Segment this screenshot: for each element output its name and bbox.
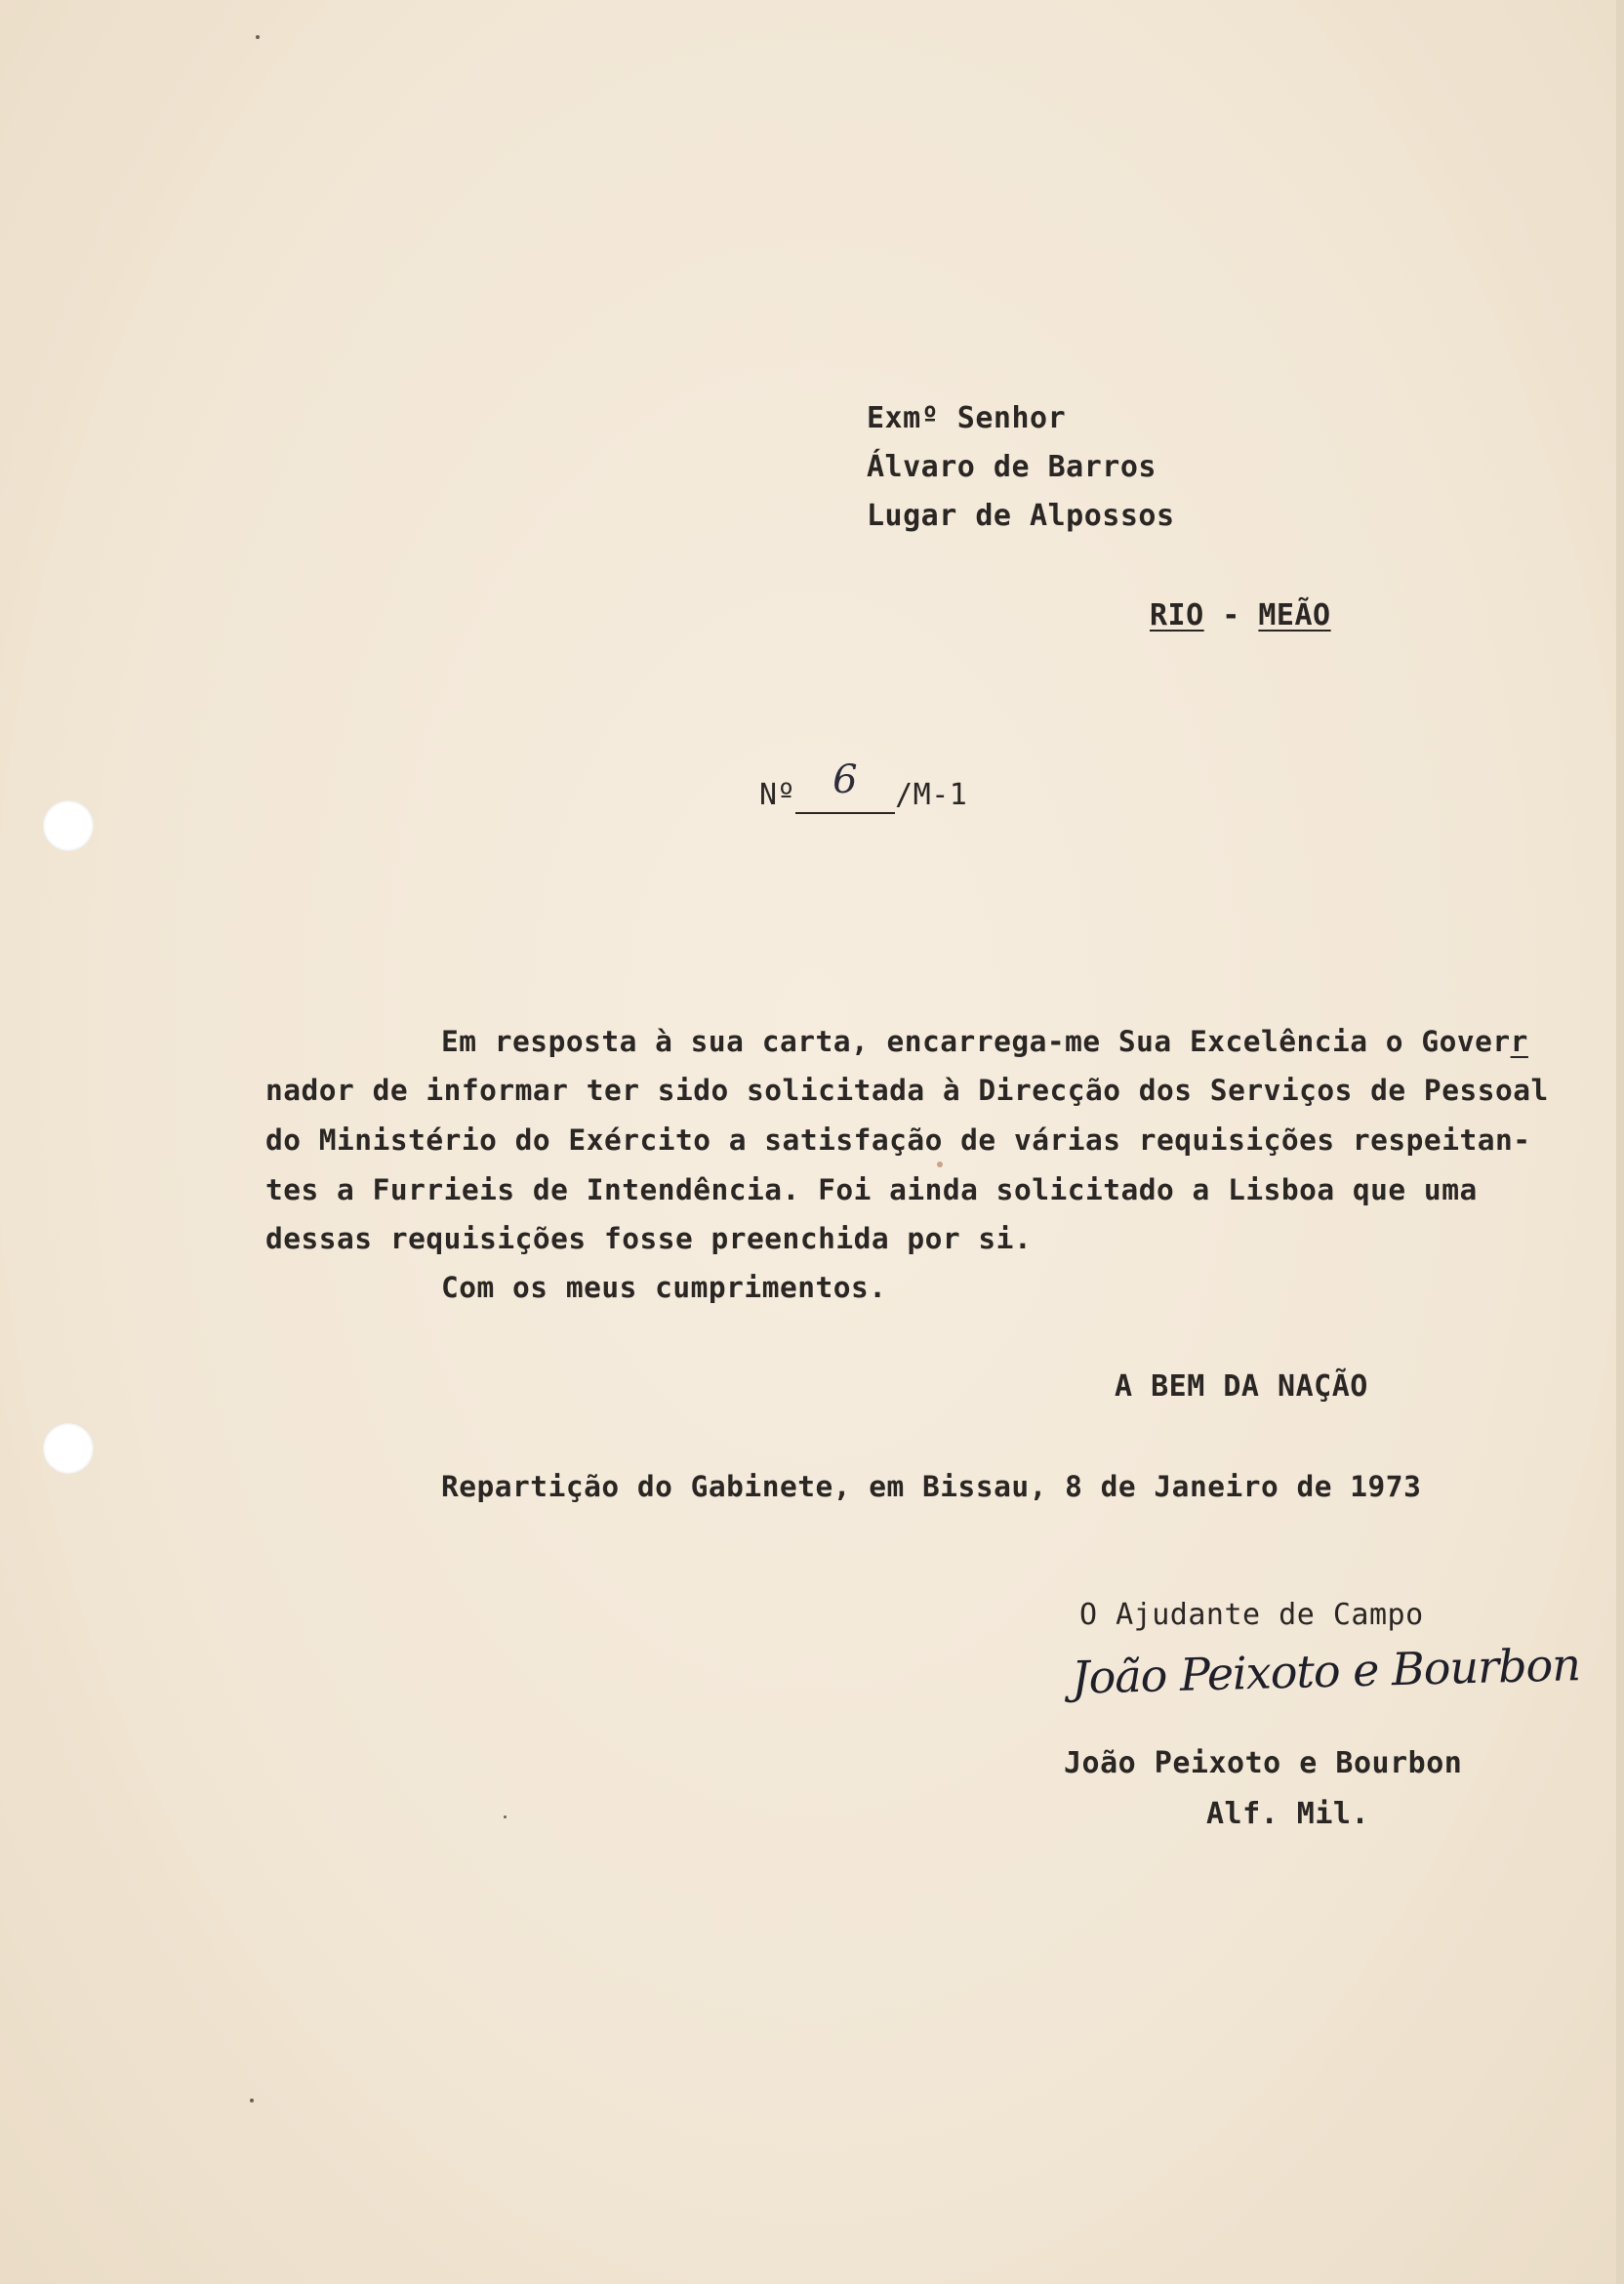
motto: A BEM DA NAÇÃO [1115,1369,1368,1404]
signatory-name: João Peixoto e Bourbon [1064,1746,1463,1780]
paper-speck [937,1162,943,1167]
paper-speck [250,2099,254,2102]
punch-hole-bottom [43,1423,94,1474]
handwritten-signature: João Peixoto e Bourbon [1071,1638,1581,1704]
reference-suffix: /M-1 [895,778,968,812]
body-line-1-underlined-letter: r [1510,1025,1528,1058]
reference-handwritten-number: 6 [832,757,859,802]
paper-speck [504,1815,507,1818]
place-separator: - [1222,598,1240,632]
paper-speck [256,35,260,39]
closing-line: Com os meus cumprimentos. [441,1271,887,1304]
signatory-rank: Alf. Mil. [1206,1797,1370,1831]
body-line-1-text: Em resposta à sua carta, encarrega-me Sua Excelência o Gover [441,1025,1511,1058]
place-left: RIO [1150,598,1204,632]
body-line-5: dessas requisições fosse preenchida por si. [265,1222,1033,1255]
paper-edge [1616,0,1624,2284]
addressee-salutation: Exmº Senhor [867,401,1067,435]
body-line-1 [441,1023,1528,1060]
addressee-address: Lugar de Alpossos [867,499,1175,533]
punch-hole-top [43,800,94,851]
addressee-place [1150,597,1331,634]
body-line-3: do Ministério do Exército a satisfação de várias requisições respeitan- [265,1123,1531,1157]
place-date: Repartição do Gabinete, em Bissau, 8 de Janeiro de 1973 [441,1470,1422,1503]
signatory-role: O Ajudante de Campo [1079,1598,1424,1632]
place-right: MEÃO [1258,598,1331,632]
reference-prefix: Nº [759,778,796,812]
addressee-name: Álvaro de Barros [867,450,1157,484]
body-line-4: tes a Furrieis de Intendência. Foi ainda solicitado a Lisboa que uma [265,1173,1478,1206]
reference-number [759,757,968,814]
reference-blank [795,757,895,814]
body-line-2: nador de informar ter sido solicitada à Direcção dos Serviços de Pessoal [265,1074,1549,1107]
